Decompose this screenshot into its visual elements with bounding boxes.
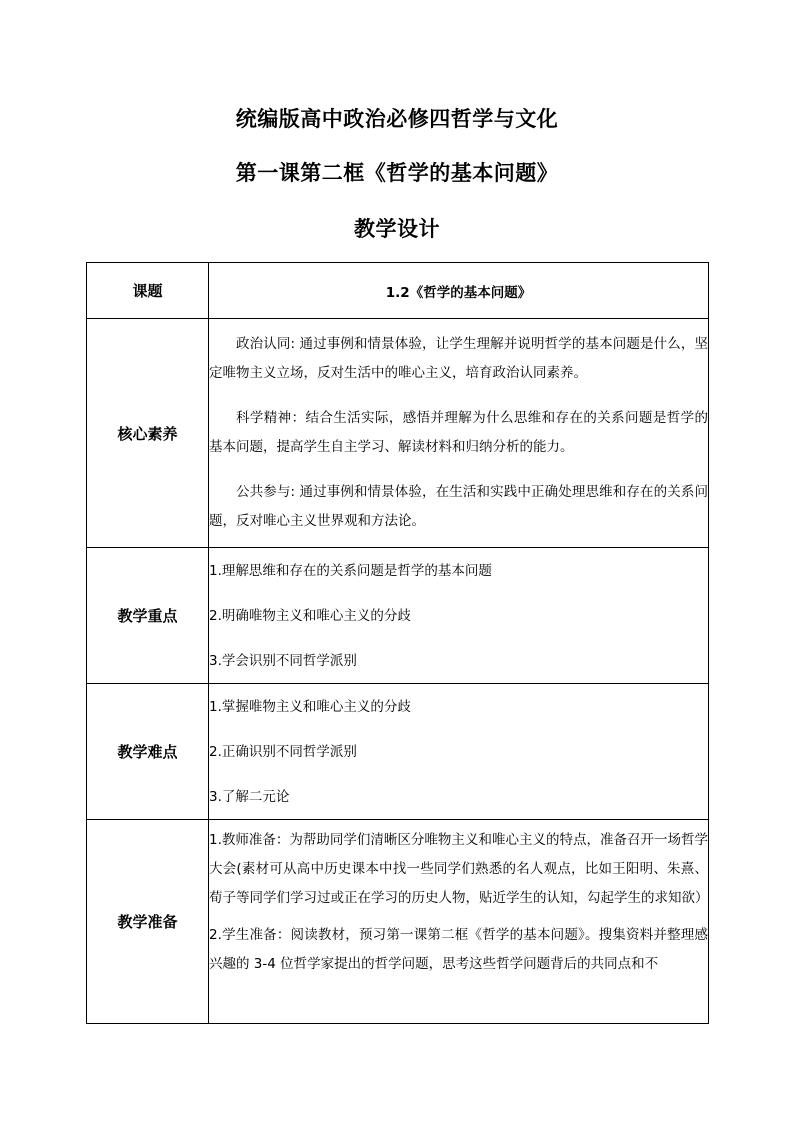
list-item: 1.掌握唯物主义和唯心主义的分歧: [209, 698, 411, 715]
list-item: 2.正确识别不同哲学派别: [209, 743, 357, 760]
difficulties-label: 教学难点: [87, 684, 209, 820]
preparation-item: 2.学生准备：阅读教材，预习第一课第二框《哲学的基本问题》。搜集资料并整理感兴趣的 3-4 位哲学家提出的哲学问题，思考这些哲学问题背后的共同点和不: [209, 927, 708, 972]
core-competency-label: 核心素养: [87, 319, 209, 548]
design-title: 教学设计: [354, 217, 440, 241]
core-paragraph: 科学精神：结合生活实际，感悟并理解为什么思维和存在的关系问题是哲学的基本问题，提高学生自主学习、解读材料和归纳分析的能力。: [209, 410, 708, 455]
list-item: 2.明确唯物主义和唯心主义的分歧: [209, 607, 411, 624]
table-row-core-competency: [87, 319, 709, 548]
list-item: 3.了解二元论: [209, 788, 290, 805]
core-paragraph: 公共参与: 通过事例和情景体验，在生活和实践中正确处理思维和存在的关系问题，反对唯心主义世界观和方法论。: [209, 484, 708, 529]
key-points-content: [209, 548, 709, 684]
preparation-item: 1.教师准备：为帮助同学们清晰区分唯物主义和唯心主义的特点，准备召开一场哲学大会(素材可从高中历史课本中找一些同学们熟悉的名人观点，比如王阳明、朱熹、荀子等同学们学习过或正在学习的历史人物，贴近学生的认知，勾起学生的求知欲）: [209, 832, 708, 906]
core-paragraph: 政治认同: 通过事例和情景体验，让学生理解并说明哲学的基本问题是什么，坚定唯物主义立场，反对生活中的唯心主义，培育政治认同素养。: [209, 336, 708, 381]
list-item: 1.理解思维和存在的关系问题是哲学的基本问题: [209, 562, 492, 579]
difficulties-content: [209, 684, 709, 820]
table-row-preparation: [87, 820, 709, 1024]
lesson-design-table: [86, 262, 709, 1024]
topic-value: 1.2《哲学的基本问题》: [209, 263, 709, 319]
table-row-difficulties: [87, 684, 709, 820]
core-competency-content: [209, 319, 709, 548]
topic-label: 课题: [87, 263, 209, 319]
preparation-label: 教学准备: [87, 820, 209, 1024]
document-title: 统编版高中政治必修四哲学与文化: [235, 107, 559, 131]
table-row-key-points: [87, 548, 709, 684]
lesson-title: 第一课第二框《哲学的基本问题》: [235, 161, 559, 185]
list-item: 3.学会识别不同哲学派别: [209, 652, 357, 669]
key-points-label: 教学重点: [87, 548, 209, 684]
table-row-topic: [87, 263, 709, 319]
preparation-content: [209, 820, 709, 1024]
